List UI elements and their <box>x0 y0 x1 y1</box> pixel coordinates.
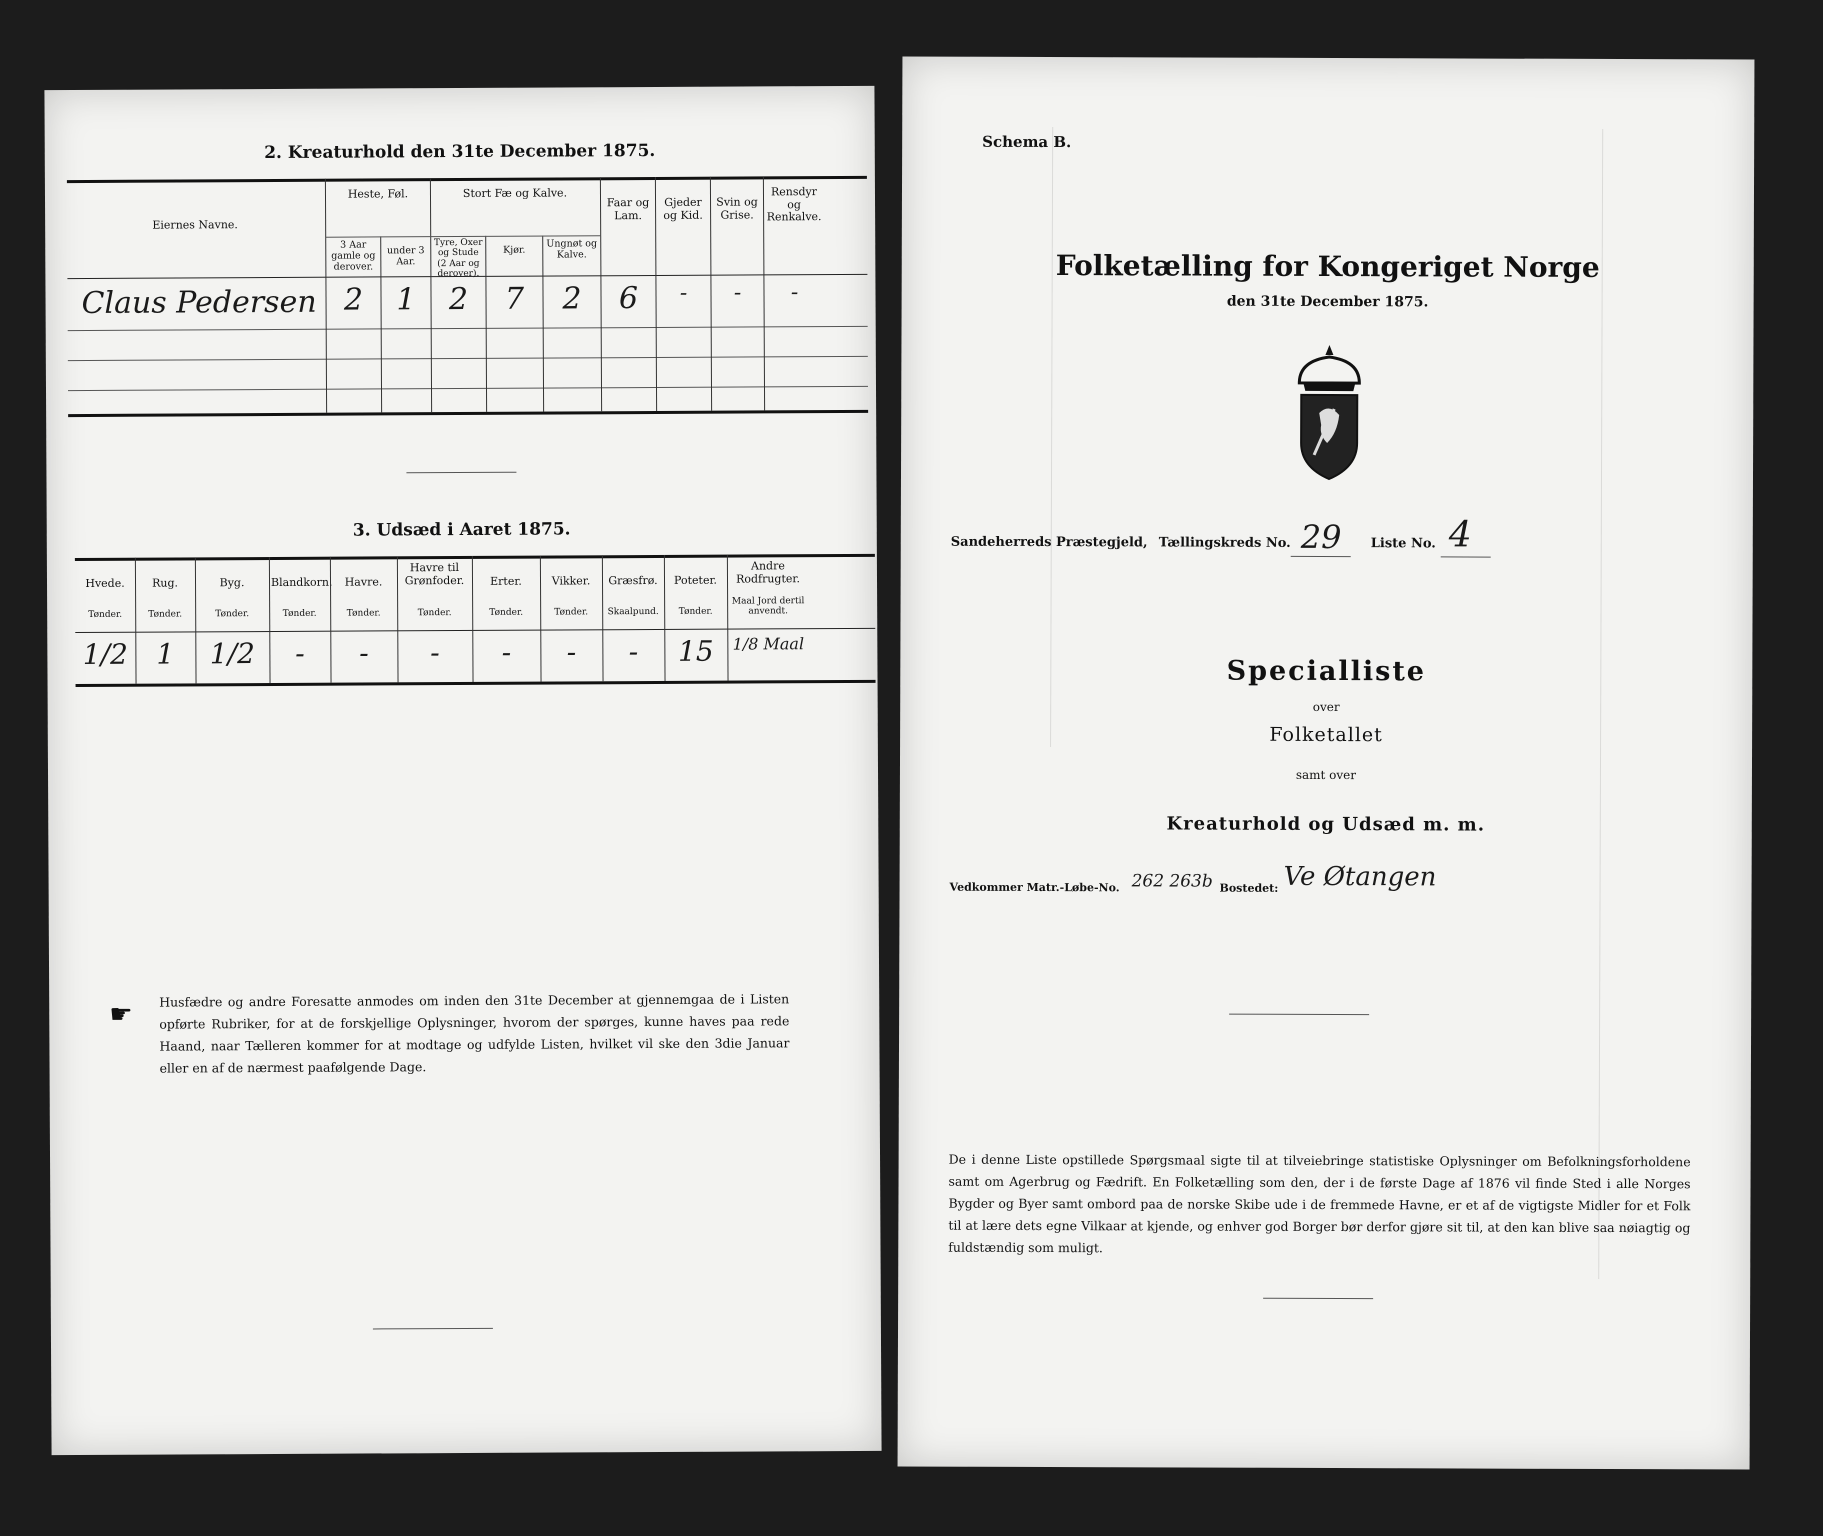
livestock-col-divider <box>485 236 487 412</box>
seed-col-header: Blandkorn. <box>270 575 333 590</box>
horses-young-subheader: under 3 Aar. <box>386 245 425 268</box>
list-label: Liste No. <box>1370 536 1436 552</box>
footer-divider <box>1263 1298 1373 1299</box>
seed-col-unit: Tønder. <box>148 609 183 620</box>
seed-col-unit: Tønder. <box>88 609 123 620</box>
samt-over-label: samt over <box>1295 767 1357 783</box>
explanation-text: De i denne Liste opstillede Spørgsmaal sigte til at tilveiebringe statistiske Oplysninger om Befolkningsforholdene samt om Agerbrug og Fædrift. En Folketælling som den, der i de første Dage af 1876 vil finde Sted i alle Norges Bygder og Byer samt ombord paa de norske Skibe ude i de fremmede Havne, er et af de vigtigste Midler for et Folk til at lære dets egne Vilkaar at kjende, og enhver god Borger bør derfor gjøre sit til, at den kan blive saa nøiagtig og fuldstændig som muligt. <box>948 1151 1691 1256</box>
matr-value: 262 263b <box>1131 871 1213 892</box>
district-number: 29 <box>1300 517 1342 557</box>
young-cattle-subheader: Ungnøt og Kalve. <box>546 238 598 261</box>
livestock-row-rule <box>68 326 868 331</box>
seed-value-cell: - <box>359 636 369 670</box>
over-label: over <box>1312 699 1340 715</box>
bosted-value: Ve Øtangen <box>1283 861 1437 893</box>
seed-col-header: Andre Rodfrugter. <box>736 559 800 586</box>
section-divider <box>406 472 516 474</box>
bosted-label: Bostedet: <box>1219 881 1279 895</box>
livestock-row-rule <box>68 356 868 361</box>
list-number: 4 <box>1448 514 1472 556</box>
district-underline <box>1291 556 1351 557</box>
district-label: Tællingskreds No. <box>1158 535 1291 551</box>
seed-col-unit: Maal Jord dertil anvendt. <box>731 596 805 617</box>
notice-text: Husfædre og andre Foresatte anmodes om inden den 31te December at gjennemgaa de i Listen opførte Rubriker, for at de forskjellige Oplysninger, hvorom der spørges, kunne haves paa rede Haand, naar Tælleren kommer for at modtage og udfylde Listen, hvilket vil ske den 3die Januar eller en af de nærmest paafølgende Dage. <box>159 991 790 1076</box>
livestock-col-divider <box>542 236 544 412</box>
seed-col-unit: Tønder. <box>678 606 713 617</box>
cattle-subheader-rule <box>430 235 600 237</box>
parish-label: Sandeherreds Præstegjeld, <box>950 534 1148 551</box>
livestock-table-bottom-rule <box>68 410 868 417</box>
bulls-cell: 2 <box>448 281 469 318</box>
seed-col-header: Havre. <box>344 575 383 589</box>
seed-col-unit: Tønder. <box>346 608 381 619</box>
seed-col-unit: Tønder. <box>282 608 317 619</box>
seed-col-header: Rug. <box>152 576 179 590</box>
pigs-cell: - <box>733 280 742 306</box>
seed-value-cell: 1/2 <box>82 637 129 671</box>
seed-col-header: Vikker. <box>551 574 591 588</box>
matr-label: Vedkommer Matr.-Løbe-No. <box>949 880 1120 895</box>
sheep-cell: 6 <box>618 281 639 317</box>
cows-cell: 7 <box>504 281 525 317</box>
seed-col-header: Hvede. <box>85 576 125 590</box>
horses-old-subheader: 3 Aar gamle og derover. <box>331 239 376 273</box>
seed-col-header: Byg. <box>219 576 245 590</box>
right-page <box>898 57 1755 1470</box>
horses-header: Heste, Føl. <box>347 187 409 201</box>
bulls-subheader: Tyre, Oxer og Stude (2 Aar og derover). <box>433 237 483 280</box>
seed-col-unit: Tønder. <box>554 607 589 618</box>
kreaturhold-title: Kreaturhold og Udsæd m. m. <box>1166 813 1486 836</box>
livestock-table-top-rule <box>67 176 867 183</box>
livestock-heading: 2. Kreaturhold den 31te December 1875. <box>264 140 656 164</box>
owner-header: Eiernes Navne. <box>152 218 238 232</box>
horses-subheader-rule <box>325 236 430 238</box>
seed-value-cell: 1/8 Maal <box>732 634 805 654</box>
census-title: Folketælling for Kongeriget Norge <box>1055 249 1600 284</box>
cows-subheader: Kjør. <box>503 244 526 256</box>
pointing-hand-icon: ☛ <box>109 999 133 1030</box>
horses-old-cell: 2 <box>343 282 364 318</box>
reindeer-header: Rensdyr og Renkalve. <box>766 185 822 224</box>
seed-col-header: Poteter. <box>673 573 718 587</box>
owner-name-cell: Claus Pedersen <box>81 284 317 321</box>
seed-col-unit: Tønder. <box>215 609 250 620</box>
goats-header: Gjeder og Kid. <box>663 195 703 222</box>
seed-col-unit: Tønder. <box>489 607 524 618</box>
footer-divider <box>373 1328 493 1330</box>
seed-value-cell: - <box>628 635 639 669</box>
seed-value-cell: 1/2 <box>209 637 256 671</box>
seed-value-cell: - <box>566 635 577 669</box>
seed-value-cell: - <box>501 635 512 669</box>
folketallet-label: Folketallet <box>1269 723 1383 747</box>
seed-col-unit: Tønder. <box>417 608 452 619</box>
specialliste-title: Specialliste <box>1226 655 1427 688</box>
goats-cell: - <box>679 280 688 306</box>
seed-col-header: Erter. <box>490 574 522 588</box>
livestock-row-rule <box>68 386 868 391</box>
sheep-header: Faar og Lam. <box>606 196 650 222</box>
seed-value-cell: - <box>295 636 305 670</box>
schema-label: Schema B. <box>982 132 1072 152</box>
list-underline <box>1441 556 1491 557</box>
census-date: den 31te December 1875. <box>1226 293 1429 311</box>
seed-col-header: Havre til Grønfoder. <box>404 561 465 587</box>
seed-value-cell: 15 <box>677 634 714 668</box>
seed-value-cell: 1 <box>156 637 175 671</box>
coat-of-arms-icon <box>1279 343 1379 483</box>
left-page <box>44 86 881 1455</box>
reindeer-cell: - <box>790 280 799 306</box>
seed-col-header: Græsfrø. <box>608 573 658 588</box>
young-cattle-cell: 2 <box>562 281 582 317</box>
seed-heading: 3. Udsæd i Aaret 1875. <box>352 519 571 541</box>
pigs-header: Svin og Grise. <box>716 195 758 222</box>
seed-value-cell: - <box>430 636 440 670</box>
seed-col-unit: Skaalpund. <box>607 606 659 618</box>
center-divider <box>1229 1014 1369 1015</box>
horses-young-cell: 1 <box>396 282 416 318</box>
cattle-header: Stort Fæ og Kalve. <box>462 186 568 200</box>
